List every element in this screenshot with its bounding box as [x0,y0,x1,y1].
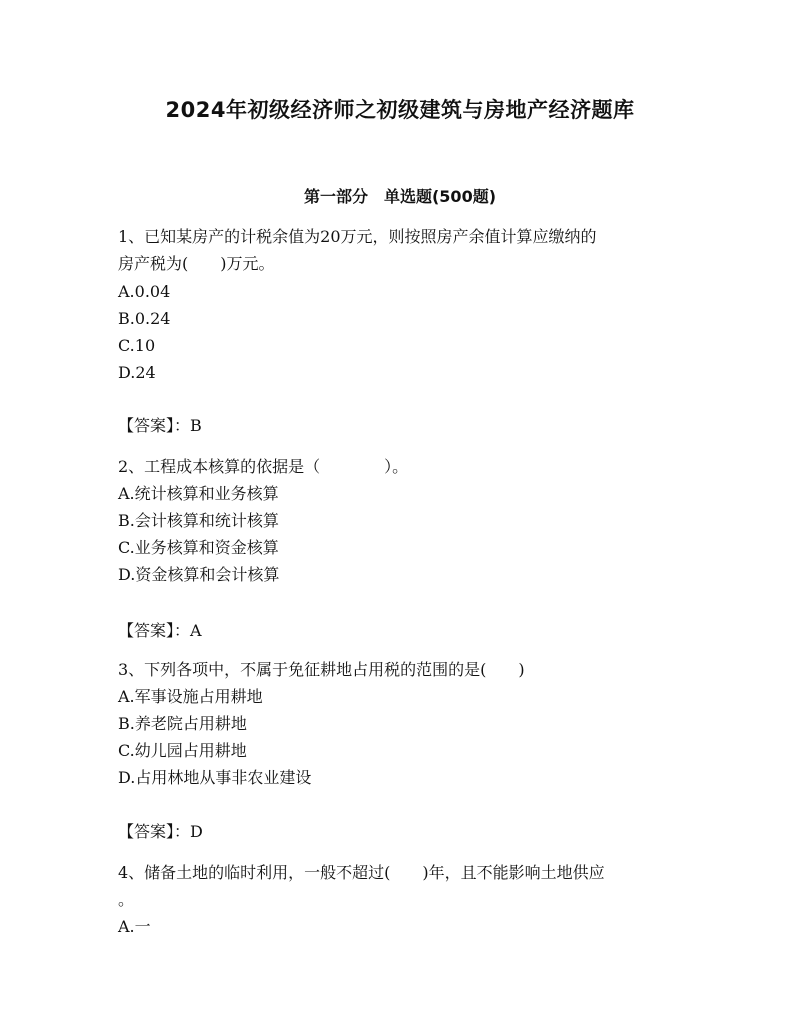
question-4-stem-line-2: 。 [118,890,135,909]
question-3-option-a: A.军事设施占用耕地 [118,687,263,706]
question-2-option-d: D.资金核算和会计核算 [118,565,280,584]
question-1-option-a: A.0.04 [118,282,171,301]
section-title: 第一部分 单选题(500题) [303,187,497,206]
question-1-option-b: B.0.24 [118,309,171,328]
question-4-option-a: A.一 [118,917,151,936]
question-1-option-d: D.24 [118,363,156,382]
question-2-option-b: B.会计核算和统计核算 [118,511,279,530]
question-1-stem-line-2: 房产税为( )万元。 [118,254,275,273]
question-2-answer: 【答案】：A [118,621,202,640]
question-3-answer: 【答案】：D [118,822,203,841]
question-3-stem-line-1: 3、下列各项中，不属于免征耕地占用税的范围的是( ) [118,660,525,679]
question-1-stem-line-1: 1、已知某房产的计税余值为20万元，则按照房产余值计算应缴纳的 [118,227,597,246]
question-1-answer: 【答案】：B [118,416,202,435]
question-3-option-c: C.幼儿园占用耕地 [118,741,247,760]
question-3-option-b: B.养老院占用耕地 [118,714,247,733]
question-2-option-c: C.业务核算和资金核算 [118,538,279,557]
question-1-option-c: C.10 [118,336,156,355]
question-2-option-a: A.统计核算和业务核算 [118,484,279,503]
question-3-option-d: D.占用林地从事非农业建设 [118,768,312,787]
question-4-stem-line-1: 4、储备土地的临时利用，一般不超过( )年，且不能影响土地供应 [118,863,605,882]
question-2-stem-line-1: 2、工程成本核算的依据是（ ）。 [118,457,409,476]
document-title: 2024年初级经济师之初级建筑与房地产经济题库 [165,98,635,122]
